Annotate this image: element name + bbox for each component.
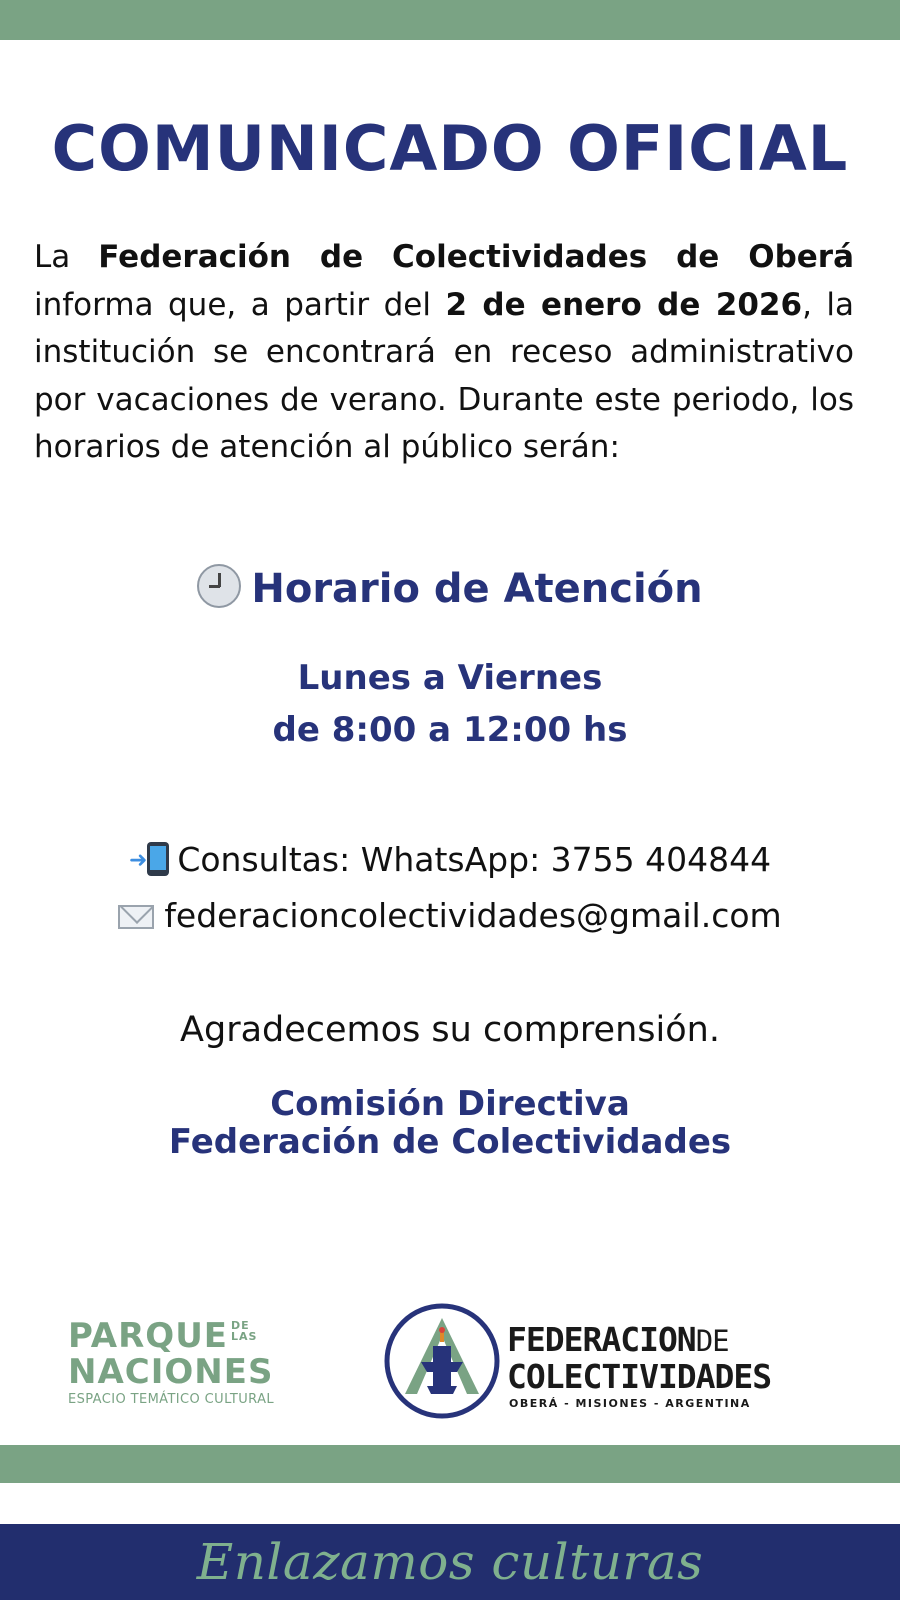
federacion-logo [383,1302,853,1422]
signature-line2: Federación de Colectividades [168,1122,732,1162]
fed-subtitle: OBERÁ - MISIONES - ARGENTINA [509,1397,751,1410]
parque-de: DE [231,1319,250,1332]
fed-word1: FEDERACION [507,1320,696,1359]
footer-slogan: Enlazamos culturas [196,1533,704,1591]
footer-band [0,1524,900,1600]
federacion-emblem-icon [383,1302,501,1420]
top-green-band [0,0,900,40]
body-date: 2 de enero de 2026 [445,286,803,323]
email-address[interactable]: federacioncolectividades@gmail.com [164,896,782,935]
whatsapp-text[interactable]: Consultas: WhatsApp: 3755 404844 [177,840,772,879]
hours-heading [0,564,900,612]
parque-subtitle: ESPACIO TEMÁTICO CULTURAL [68,1392,275,1407]
fed-de: DE [695,1324,729,1358]
body-org-name: Federación de Colectividades de Oberá [98,239,854,275]
envelope-icon [118,905,154,929]
email-contact [0,896,900,935]
body-informa: informa que, a partir del [34,286,446,323]
announcement-body [34,234,854,472]
hours-heading-label: Horario de Atención [251,566,703,612]
whatsapp-contact [0,840,900,879]
schedule-time: de 8:00 a 12:00 hs [272,710,628,750]
parque-naciones-logo [68,1318,328,1407]
page-title: COMUNICADO OFICIAL [51,112,849,185]
naciones-word: NACIONES [68,1352,274,1392]
body-intro: La [34,239,99,275]
signature-block [0,1085,900,1161]
parque-word: PARQUE [68,1316,229,1356]
fed-word2: COLECTIVIDADES [507,1357,772,1396]
phone-icon [147,842,169,876]
thanks-text: Agradecemos su comprensión. [180,1010,720,1050]
schedule-days: Lunes a Viernes [297,658,603,698]
schedule-block [0,652,900,756]
bottom-green-band [0,1445,900,1483]
signature-line1: Comisión Directiva [270,1084,630,1124]
clock-icon [197,564,241,608]
body-rest: , la institución se encontrará en receso administrativo por vacaciones de verano. Durante este periodo, los horarios de atención al público serán: [34,286,854,465]
parque-las: LAS [231,1330,258,1343]
phone-arrow-icon: ➜ [128,848,148,873]
